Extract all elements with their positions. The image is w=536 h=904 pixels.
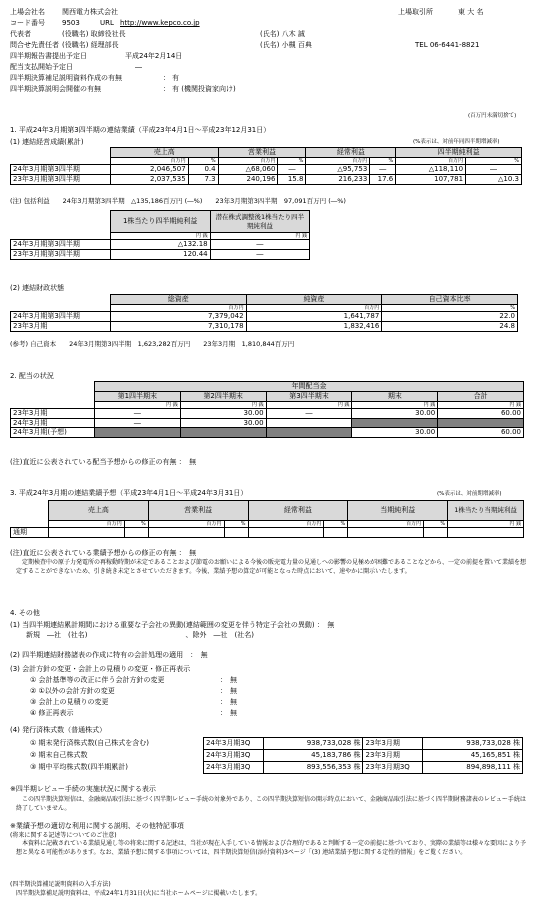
cell: ― — [210, 250, 309, 260]
unit: 百万円 — [218, 157, 278, 164]
row-label: 24年3月期第3四半期 — [11, 240, 111, 250]
cell: ― — [278, 165, 306, 175]
col-assets: 総資産 — [110, 295, 246, 305]
contact-label: 問合せ先責任者 — [10, 41, 59, 49]
code-label: コード番号 — [10, 19, 45, 27]
cell: ― — [94, 408, 180, 418]
table-row — [11, 174, 522, 184]
item-3a: ① 会計基準等の改正に伴う会計方針の変更 — [30, 676, 165, 684]
results-table — [10, 147, 522, 185]
table-row — [11, 528, 524, 538]
col-net-income: 四半期純利益 — [396, 148, 522, 158]
unit: % — [124, 521, 148, 528]
unit: 円 銭 — [352, 401, 438, 408]
unit: % — [224, 521, 248, 528]
section-dividend-title: 2. 配当の状況 — [10, 372, 54, 380]
row-label: 23年3月期 — [11, 408, 95, 418]
brief-colon: ： — [163, 85, 170, 93]
unit: % — [382, 304, 518, 311]
cell: 7,310,178 — [110, 321, 246, 331]
table-row — [11, 418, 524, 428]
unit: 百万円 — [306, 157, 370, 164]
unit: 百万円 — [148, 521, 224, 528]
cell: ― — [266, 408, 352, 418]
item-3b-colon: ： — [220, 687, 227, 695]
cell: ― — [94, 418, 180, 428]
brief-label: 四半期決算説明会開催の有無 — [10, 85, 101, 93]
row-label: 23年3月期 — [11, 321, 111, 331]
cell: △132.18 — [110, 240, 210, 250]
supp-label: 四半期決算補足説明資料作成の有無 — [10, 74, 122, 82]
unit: % — [324, 521, 348, 528]
cell: 15.8 — [278, 174, 306, 184]
forecast-table — [10, 500, 524, 538]
dividend-table — [10, 381, 524, 438]
item-3a-colon: ： — [220, 676, 227, 684]
pct-note: (%表示は、対前年同四半期増減率) — [413, 139, 500, 145]
supp-value: 有 — [172, 74, 179, 82]
shares-label-1: ① 期末発行済株式数(自己株式を含む) — [30, 739, 149, 747]
table-row — [204, 738, 523, 750]
cell: 2,046,507 — [110, 165, 188, 175]
unit: 百万円 — [110, 157, 188, 164]
table-row — [11, 165, 522, 175]
row-label: 23年3月期第3四半期 — [11, 250, 111, 260]
cell: 2,037,535 — [110, 174, 188, 184]
cell: 216,233 — [306, 174, 370, 184]
col-q2: 第2四半期末 — [180, 391, 266, 401]
row-label: 24年3月期 — [11, 418, 95, 428]
url-link[interactable]: http://www.kepco.co.jp — [120, 19, 200, 27]
cell — [266, 418, 352, 428]
cell: 7,379,042 — [110, 312, 246, 322]
cell: ― — [210, 240, 309, 250]
unit: % — [188, 157, 218, 164]
rep-label: 代表者 — [10, 30, 31, 38]
comprehensive-income: (注) 包括利益 24年3月期第3四半期 △135,186百万円 (―%) 23年3月期第3四半期 97,091百万円 (―%) — [10, 197, 346, 205]
cell: 23年3月期 — [363, 738, 423, 750]
fc-col-ord: 経常利益 — [248, 501, 348, 521]
row-label: 24年3月期第3四半期 — [11, 312, 111, 322]
unit: 百万円 — [248, 521, 324, 528]
item-3c: ③ 会計上の見積りの変更 — [30, 698, 109, 706]
supp-colon: ： — [163, 74, 170, 82]
forecast-pct-note: (%表示は、対前期増減率) — [437, 491, 502, 497]
div-date-label: 配当支払開始予定日 — [10, 63, 73, 71]
eps-table — [10, 210, 310, 260]
row-label: 24年3月期(予想) — [11, 428, 95, 438]
shares-label-2: ② 期末自己株式数 — [30, 751, 88, 759]
item-3d: ④ 修正再表示 — [30, 709, 74, 717]
div-date: ― — [135, 63, 142, 71]
blank-cell — [438, 418, 524, 428]
col-net-assets: 純資産 — [246, 295, 382, 305]
report-date-label: 四半期報告書提出予定日 — [10, 52, 87, 60]
col-sales: 売上高 — [110, 148, 218, 158]
cell: 0.4 — [188, 165, 218, 175]
item-3c-colon: ： — [220, 698, 227, 706]
cell: 60.00 — [438, 428, 524, 438]
unit: 円 銭 — [266, 401, 352, 408]
other-item-2: (2) 四半期連結財務諸表の作成に特有の会計処理の適用 ： 無 — [10, 651, 208, 659]
unit: 円 銭 — [438, 401, 524, 408]
cell: 938,733,028 株 — [263, 738, 363, 750]
shares-table — [203, 737, 523, 774]
unit-note: (百万円未満切捨て) — [468, 113, 517, 119]
other-item-3: (3) 会計方針の変更・会計上の見積りの変更・修正再表示 — [10, 665, 191, 673]
forecast-use-paragraph: 本資料に記載されている業績見通し等の将来に関する記述は、当社が現在入手している情報および合理的であると判断する一定の前提に基づいており、実際の業績等は様々な要因により予想と異なる可能性があります。なお、業績予想に関する事項については、四半期決算短信(添付資料)3ページ「(3) 連結業績予想に関する定性的情報」をご覧ください。 — [16, 840, 527, 856]
cell: ― — [466, 165, 522, 175]
item-3a-value: 無 — [230, 676, 237, 684]
item-3d-value: 無 — [230, 709, 237, 717]
item-3d-colon: ： — [220, 709, 227, 717]
cell: 23年3月期 — [363, 750, 423, 762]
fc-col-sales: 売上高 — [48, 501, 148, 521]
company-name: 関西電力株式会社 — [62, 8, 118, 16]
table-row — [11, 240, 310, 250]
brief-value: 有 (機関投資家向け) — [172, 85, 236, 93]
equity-ref: (参考) 自己資本 24年3月期第3四半期 1,623,282百万円 23年3月期 1,810,844百万円 — [10, 340, 295, 348]
cell: 24年3月期3Q — [204, 762, 264, 774]
cell: 30.00 — [352, 428, 438, 438]
forecast-paragraph: 定期検査中の原子力発電所の再稼動時期が未定であることおよび節電のお願いによる今後の販売電力量の見通しへの影響の見極めが困難であることなどから、一定の前提を置いて業績を想定することができないため、引き続き未定とさせていただきます。今後、業績予想の算定が可能となった時点において、速やかに開示いたします。 — [16, 559, 527, 575]
cell: 240,196 — [218, 174, 278, 184]
col-ord-income: 経常利益 — [306, 148, 396, 158]
annual-dividend-header: 年間配当金 — [94, 382, 523, 392]
cell: 17.6 — [370, 174, 396, 184]
unit: % — [424, 521, 448, 528]
shares-label-3: ③ 期中平均株式数(四半期累計) — [30, 763, 128, 771]
table-row — [204, 750, 523, 762]
section-forecast-title: 3. 平成24年3月期の連結業績予想（平成23年4月1日～平成24年3月31日） — [10, 489, 248, 497]
unit: % — [370, 157, 396, 164]
cell: 24.8 — [382, 321, 518, 331]
fc-col-eps: 1株当たり当期純利益 — [448, 501, 524, 521]
cell: 894,898,111 株 — [423, 762, 523, 774]
col-q1: 第1四半期末 — [94, 391, 180, 401]
fc-col-net: 当期純利益 — [348, 501, 448, 521]
cell: 30.00 — [180, 418, 266, 428]
col-equity-ratio: 自己資本比率 — [382, 295, 518, 305]
cell: 107,781 — [396, 174, 466, 184]
blank-cell — [352, 418, 438, 428]
section-1-title: 1. 平成24年3月期第3四半期の連結業績（平成23年4月1日～平成23年12月31日） — [10, 126, 271, 134]
unit: % — [278, 157, 306, 164]
item-3b: ② ①以外の会計方針の変更 — [30, 687, 115, 695]
table-row — [11, 408, 524, 418]
unit: 百万円 — [246, 304, 382, 311]
table-row — [11, 321, 518, 331]
cell: 893,556,353 株 — [263, 762, 363, 774]
row-label: 23年3月期第3四半期 — [11, 174, 111, 184]
cell: 7.3 — [188, 174, 218, 184]
col-total: 合計 — [438, 391, 524, 401]
cell: 45,165,851 株 — [423, 750, 523, 762]
supp-material-text: 四半期決算補足説明資料は、平成24年1月31日(火)に当社ホームページに掲載いたします。 — [16, 890, 262, 897]
cell: 30.00 — [180, 408, 266, 418]
unit: 円 銭 — [448, 521, 524, 528]
cell: 30.00 — [352, 408, 438, 418]
row-label: 24年3月期第3四半期 — [11, 165, 111, 175]
table-row — [11, 250, 310, 260]
contact-role: (役職名) 経理部長 — [62, 41, 119, 49]
url-label: URL — [100, 19, 114, 27]
code-value: 9503 — [62, 19, 80, 27]
unit: 円 銭 — [180, 401, 266, 408]
other-item-4: (4) 発行済株式数（普通株式） — [10, 726, 107, 734]
cell: 1,641,787 — [246, 312, 382, 322]
blank-cell — [94, 428, 180, 438]
cell: 24年3月期3Q — [204, 750, 264, 762]
cell: 60.00 — [438, 408, 524, 418]
col-op-income: 営業利益 — [218, 148, 306, 158]
cell: 24年3月期3Q — [204, 738, 264, 750]
cell: 938,733,028 株 — [423, 738, 523, 750]
cell: 22.0 — [382, 312, 518, 322]
unit: 百万円 — [348, 521, 424, 528]
rep-name: (氏名) 八木 誠 — [260, 30, 305, 38]
cell: △10.3 — [466, 174, 522, 184]
unit: 円 銭 — [210, 233, 309, 240]
unit: 円 銭 — [94, 401, 180, 408]
cell: 1,832,416 — [246, 321, 382, 331]
col-year-end: 期末 — [352, 391, 438, 401]
table-row — [11, 428, 524, 438]
cell: △118,110 — [396, 165, 466, 175]
contact-name: (氏名) 小槻 百典 — [260, 41, 312, 49]
blank-cell — [180, 428, 266, 438]
cell: 120.44 — [110, 250, 210, 260]
exchange-label: 上場取引所 — [398, 8, 433, 16]
row-label: 通期 — [11, 528, 49, 538]
section-2-sub: (2) 連結財政状態 — [10, 284, 65, 292]
company-label: 上場会社名 — [10, 8, 45, 16]
review-title: ※四半期レビュー手続の実施状況に関する表示 — [10, 785, 156, 793]
unit: 百万円 — [396, 157, 466, 164]
unit: 百万円 — [110, 304, 246, 311]
cell: 23年3月期3Q — [363, 762, 423, 774]
section-other-title: 4. その他 — [10, 609, 40, 617]
unit: 円 銭 — [110, 233, 210, 240]
forecast-use-title: ※業績予想の適切な利用に関する説明、その他特記事項 — [10, 822, 184, 830]
unit: % — [466, 157, 522, 164]
item-3c-value: 無 — [230, 698, 237, 706]
unit: 百万円 — [48, 521, 124, 528]
item-3b-value: 無 — [230, 687, 237, 695]
col-diluted-eps: 潜在株式調整後1株当たり四半期純利益 — [210, 211, 309, 233]
col-q3: 第3四半期末 — [266, 391, 352, 401]
table-row — [204, 762, 523, 774]
table-row — [11, 312, 518, 322]
section-1-sub: (1) 連結経営成績(累計) — [10, 138, 84, 146]
tel: TEL 06-6441-8821 — [415, 41, 480, 49]
blank-cell — [266, 428, 352, 438]
col-eps: 1株当たり四半期純利益 — [110, 211, 210, 233]
financial-position-table — [10, 294, 518, 332]
exchange-value: 東 大 名 — [458, 8, 484, 16]
supp-material-title: (四半期決算補足説明資料の入手方法) — [10, 881, 111, 888]
cell: △95,753 — [306, 165, 370, 175]
forecast-note: (注)直近に公表されている業績予想からの修正の有無 ： 無 — [10, 549, 197, 557]
report-date: 平成24年2月14日 — [125, 52, 183, 60]
dividend-note: (注)直近に公表されている配当予想からの修正の有無 ： 無 — [10, 458, 197, 466]
other-item-1: (1) 当四半期連結累計期間における重要な子会社の異動(連結範囲の変更を伴う特定子会社の異動) ： 無 — [10, 621, 335, 629]
review-paragraph: この四半期決算短信は、金融商品取引法に基づく四半期レビュー手続の対象外であり、この四半期決算短信の開示時点において、金融商品取引法に基づく四半期財務諸表のレビュー手続は終了していません。 — [16, 796, 526, 812]
rep-role: (役職名) 取締役社長 — [62, 30, 126, 38]
cell: ― — [370, 165, 396, 175]
other-item-1b: 新規 ―社 (社名) 、除外 ―社 (社名) — [26, 631, 254, 639]
cell: △68,060 — [218, 165, 278, 175]
fc-col-op: 営業利益 — [148, 501, 248, 521]
forecast-use-sub: (将来に関する記述等についてのご注意) — [10, 832, 117, 839]
cell: 45,183,786 株 — [263, 750, 363, 762]
